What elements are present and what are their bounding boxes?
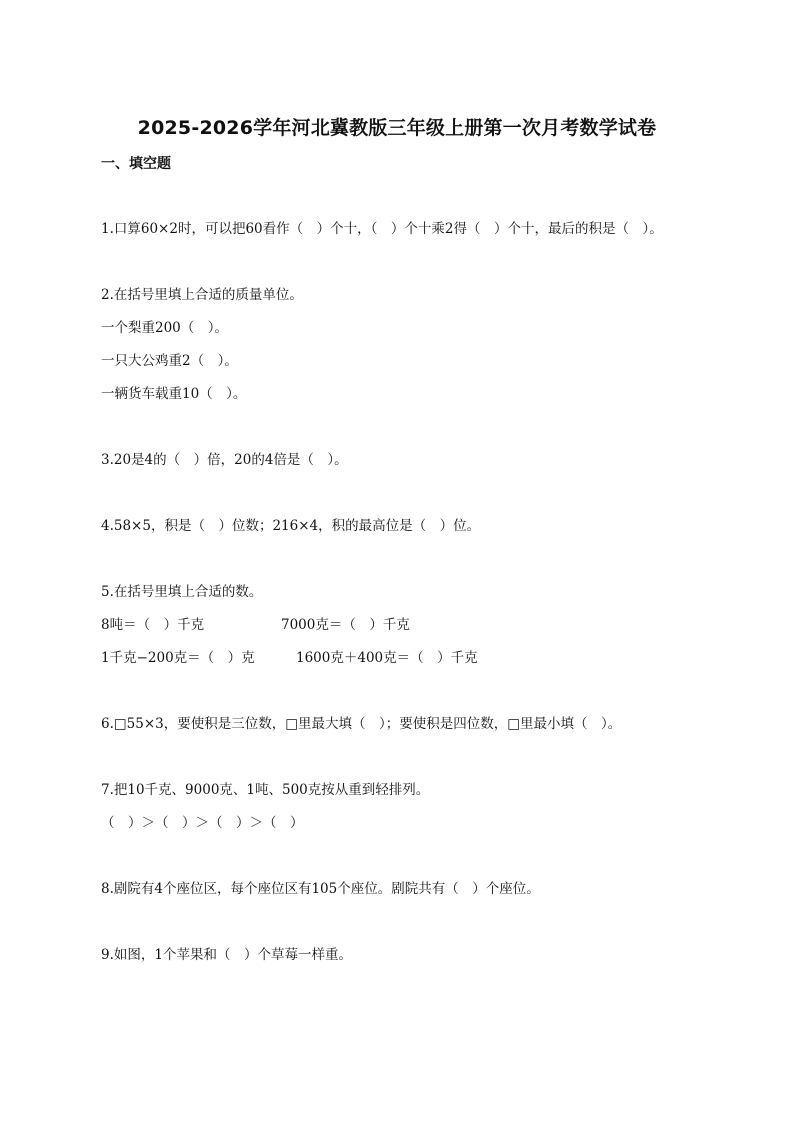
question-1: 1.口算60×2时，可以把60看作（ ）个十，（ ）个十乘2得（ ）个十，最后的积是（ ）。: [101, 221, 663, 237]
question-2-line-3: 一辆货车载重10（ ）。: [101, 386, 247, 402]
question-2-line-1: 一个梨重200（ ）。: [101, 320, 229, 336]
question-5-row2-left: 1千克−200克＝（ ）克: [101, 650, 255, 666]
question-8: 8.剧院有4个座位区，每个座位区有105个座位。剧院共有（ ）个座位。: [101, 881, 540, 897]
question-9: 9.如图，1个苹果和（ ）个草莓一样重。: [101, 947, 352, 963]
question-5-stem: 5.在括号里填上合适的数。: [101, 584, 263, 600]
question-5-row1-right: 7000克＝（ ）千克: [281, 617, 410, 633]
question-6: 6.□55×3，要使积是三位数，□里最大填（ ）；要使积是四位数，□里最小填（ ）。: [101, 716, 622, 732]
question-2-line-2: 一只大公鸡重2（ ）。: [101, 353, 238, 369]
question-3: 3.20是4的（ ）倍，20的4倍是（ ）。: [101, 452, 348, 468]
question-5-row2-right: 1600克＋400克＝（ ）千克: [296, 650, 478, 666]
exam-title: 2025-2026学年河北冀教版三年级上册第一次月考数学试卷: [137, 117, 657, 139]
question-4: 4.58×5，积是（ ）位数；216×4，积的最高位是（ ）位。: [101, 518, 481, 534]
question-7-answer-line: （ ）＞（ ）＞（ ）＞（ ）: [101, 815, 304, 831]
section-heading-fill-in-blank: 一、填空题: [101, 156, 171, 172]
question-5-row1-left: 8吨＝（ ）千克: [101, 617, 205, 633]
question-7-stem: 7.把10千克、9000克、1吨、500克按从重到轻排列。: [101, 782, 430, 798]
question-2-stem: 2.在括号里填上合适的质量单位。: [101, 287, 303, 303]
